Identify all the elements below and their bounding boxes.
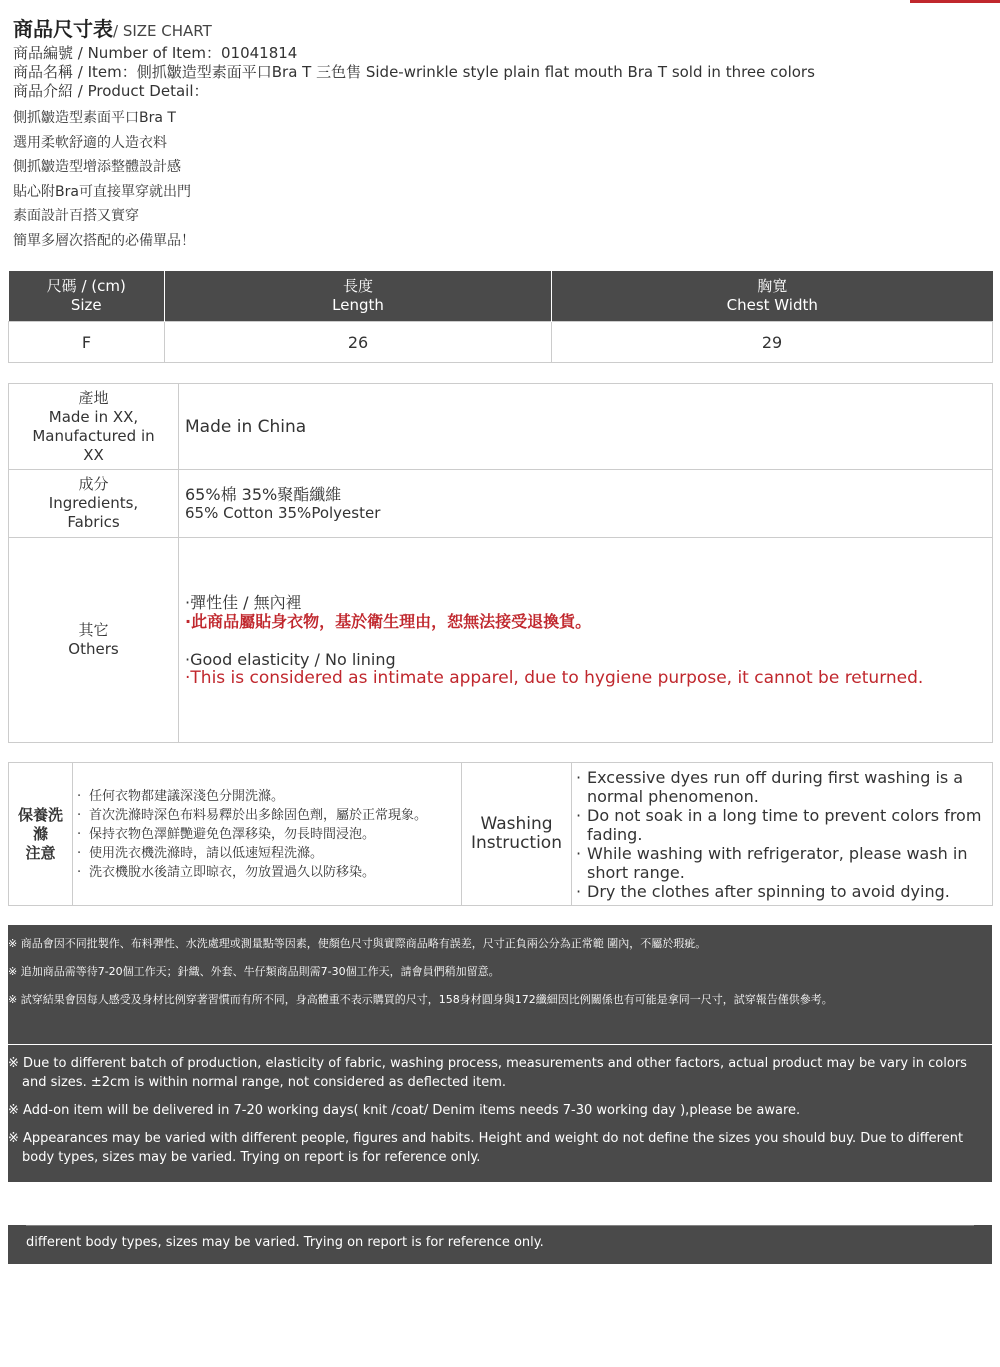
washing-label-zh-line: 注意 bbox=[25, 843, 56, 862]
list-item: · Excessive dyes run off during first washing is a normal phenomenon. bbox=[572, 768, 988, 806]
washing-row bbox=[9, 763, 993, 906]
list-item: · 首次洗滌時深色布料易釋於出多餘固色劑，屬於正常現象。 bbox=[73, 806, 457, 825]
list-item: · While washing with refrigerator, please wash in short range. bbox=[572, 844, 988, 882]
ingredients-label-zh: 成分 bbox=[78, 475, 109, 493]
ingredients-value bbox=[179, 470, 993, 538]
detail-line: 簡單多層次搭配的必備單品！ bbox=[13, 232, 195, 249]
ingredients-value-zh: 65%棉 35%聚酯纖維 bbox=[185, 484, 342, 504]
others-warning-en: ·This is considered as intimate apparel, due to hygiene purpose, it cannot be returned. bbox=[185, 667, 924, 688]
origin-label bbox=[9, 384, 179, 470]
chest-header-en: Chest Width bbox=[726, 296, 818, 314]
notice-box-repeat bbox=[8, 1225, 992, 1264]
product-header bbox=[13, 14, 988, 254]
notice-repeat-line: different body types, sizes may be varied. Trying on report is for reference only. bbox=[26, 1235, 544, 1250]
notice-en-item: ※ Due to different batch of production, elasticity of fabric, washing process, measurements and other factors, actual product may be vary in colors and sizes. ±2cm is within normal range, not considered as deflected item. bbox=[8, 1056, 967, 1090]
origin-label-en: Manufactured in bbox=[32, 426, 155, 445]
list-item: · Do not soak in a long time to prevent colors from fading. bbox=[572, 806, 988, 844]
size-cell: F bbox=[9, 322, 165, 363]
chest-width-cell: 29 bbox=[552, 322, 993, 363]
notice-zh-item: ※ 試穿結果會因每人感受及身材比例穿著習慣而有所不同，身高體重不表示購買的尺寸，158身材圓身與172纖細因比例關係也有可能是拿同一尺寸，試穿報告僅供參考。 bbox=[8, 993, 833, 1006]
washing-label-en bbox=[462, 763, 572, 906]
title-sub: / SIZE CHART bbox=[113, 22, 212, 40]
washing-label-zh bbox=[9, 763, 73, 906]
list-item: · Dry the clothes after spinning to avoid dying. bbox=[572, 882, 988, 901]
list-item: · 保持衣物色澤鮮艷避免色澤移染，勿長時間浸泡。 bbox=[73, 825, 457, 844]
washing-label-zh-line: 保養洗 bbox=[17, 805, 63, 824]
clipped-line-remnant bbox=[26, 1225, 974, 1230]
length-header-en: Length bbox=[332, 296, 384, 314]
length-cell: 26 bbox=[165, 322, 552, 363]
others-gap bbox=[185, 631, 992, 650]
list-item: · 洗衣機脫水後請立即晾衣，勿放置過久以防移染。 bbox=[73, 863, 457, 882]
origin-row bbox=[9, 384, 993, 470]
others-warning-zh: ·此商品屬貼身衣物，基於衛生理由，恕無法接受退換貨。 bbox=[185, 611, 592, 631]
notice-box-zh bbox=[8, 925, 992, 1044]
notice-box-en bbox=[8, 1045, 992, 1182]
size-header-en: Size bbox=[70, 296, 102, 314]
size-chart-title bbox=[13, 14, 988, 44]
detail-line: 選用柔軟舒適的人造衣料 bbox=[13, 134, 167, 151]
size-header-zh: 尺碼 / (cm) bbox=[46, 277, 126, 295]
list-item: · 使用洗衣機洗滌時，請以低速短程洗滌。 bbox=[73, 844, 457, 863]
size-table bbox=[8, 271, 993, 363]
washing-instructions-en bbox=[572, 763, 993, 906]
ingredients-row bbox=[9, 470, 993, 538]
length-header-zh: 長度 bbox=[342, 277, 373, 295]
others-line: ·Good elasticity / No lining bbox=[185, 649, 396, 669]
ingredients-label-en: Ingredients, bbox=[48, 494, 139, 512]
ingredients-label bbox=[9, 470, 179, 538]
spec-table bbox=[8, 383, 993, 743]
product-detail-list bbox=[13, 106, 988, 254]
size-header bbox=[9, 271, 165, 322]
detail-line: 側抓皺造型素面平口Bra T bbox=[13, 110, 176, 126]
notice-zh-item: ※ 商品會因不同批製作、布料彈性、水洗處理或測量點等因素，使顏色尺寸與實際商品略有誤差，尺寸正負兩公分為正常範 圍內，不屬於瑕疵。 bbox=[8, 937, 707, 950]
origin-label-en: XX bbox=[83, 445, 104, 464]
detail-line: 側抓皺造型增添整體設計感 bbox=[13, 159, 181, 176]
chest-header-zh: 胸寬 bbox=[757, 277, 788, 295]
detail-line: 素面設計百搭又實穿 bbox=[13, 208, 139, 225]
chest-width-header bbox=[552, 271, 993, 322]
washing-table bbox=[8, 762, 993, 906]
notice-zh-item: ※ 追加商品需等待7-20個工作天；針織、外套、牛仔類商品則需7-30個工作天，請會員們稍加留意。 bbox=[8, 965, 500, 978]
ingredients-label-en: Fabrics bbox=[67, 513, 120, 531]
washing-list-zh bbox=[73, 787, 461, 882]
origin-value: Made in China bbox=[179, 384, 993, 470]
others-row bbox=[9, 538, 993, 743]
others-line: ·彈性佳 / 無內裡 bbox=[185, 592, 302, 612]
washing-label-en-line: Instruction bbox=[471, 833, 562, 853]
washing-instructions-zh bbox=[73, 763, 462, 906]
item-name: 商品名稱 / Item：側抓皺造型素面平口Bra T 三色售 Side-wrinkle style plain flat mouth Bra T sold in three colors bbox=[13, 63, 815, 81]
washing-label-zh-line: 滌 bbox=[32, 824, 48, 843]
ingredients-value-en: 65% Cotton 35%Polyester bbox=[185, 503, 381, 522]
others-label-en: Others bbox=[68, 640, 119, 658]
others-label bbox=[9, 538, 179, 743]
origin-label-zh: 產地 bbox=[78, 388, 109, 407]
others-label-zh: 其它 bbox=[78, 621, 109, 639]
washing-list-en bbox=[572, 768, 992, 901]
table-row bbox=[9, 322, 993, 363]
size-table-header-row bbox=[9, 271, 993, 322]
title-main: 商品尺寸表 bbox=[13, 17, 113, 41]
item-number: 商品編號 / Number of Item：01041814 bbox=[13, 44, 298, 62]
detail-line: 貼心附Bra可直接單穿就出門 bbox=[13, 183, 191, 200]
list-item: · 任何衣物都建議深淺色分開洗滌。 bbox=[73, 787, 457, 806]
notice-en-item: ※ Appearances may be varied with different people, figures and habits. Height and weight do not define the sizes you should buy. Due to different body types, sizes may be varied. Trying on report is for reference only. bbox=[8, 1131, 964, 1165]
washing-label-en-line: Washing bbox=[480, 814, 553, 834]
others-value bbox=[179, 538, 993, 743]
corner-accent-bar bbox=[910, 0, 1000, 3]
length-header bbox=[165, 271, 552, 322]
notice-en-item: ※ Add-on item will be delivered in 7-20 working days( knit /coat/ Denim items needs 7-30 working day ),please be aware. bbox=[8, 1103, 801, 1118]
origin-label-en: Made in XX, bbox=[48, 407, 139, 426]
product-detail-label: 商品介紹 / Product Detail： bbox=[13, 82, 209, 100]
